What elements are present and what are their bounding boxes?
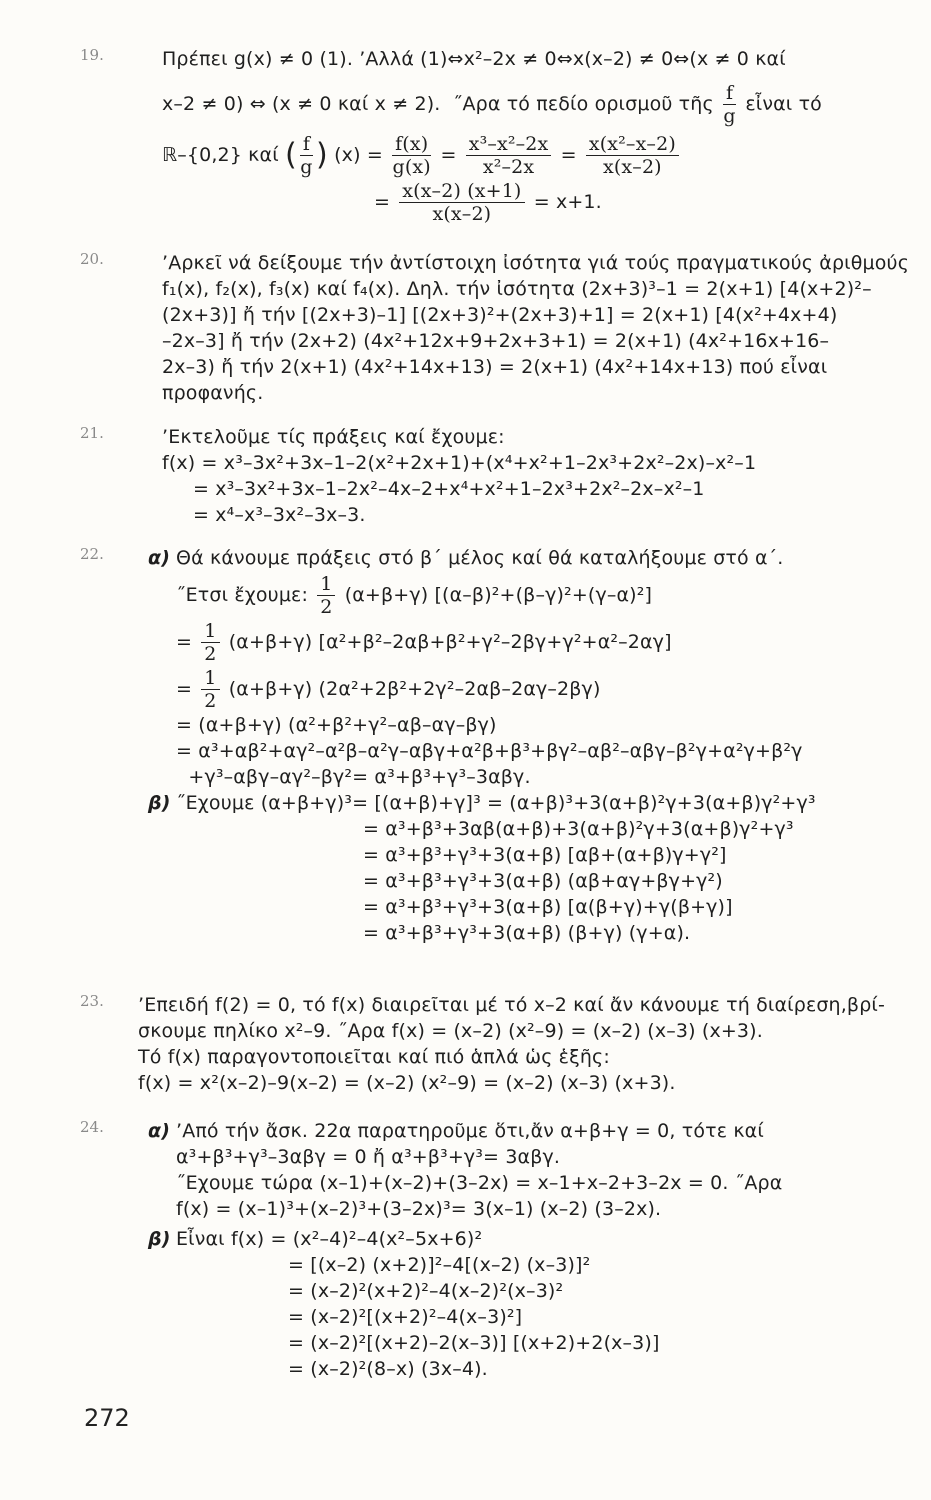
text-line: = α³+αβ²+αγ²–α²β–α²γ–αβγ+α²β+β³+βγ²–αβ²–αβγ–β²γ+α²γ+β²γ <box>176 740 803 762</box>
text-line <box>148 1118 920 1144</box>
text-line: f₁(x), f₂(x), f₃(x) καί f₄(x). Δηλ. τήν ἰσότητα (2x+3)³–1 = 2(x+1) [4(x+2)²– <box>162 278 872 300</box>
fraction <box>300 133 313 178</box>
text-line: = α³+β³+3αβ(α+β)+3(α+β)²γ+3(α+β)γ²+γ³ <box>363 818 794 840</box>
text-line <box>162 82 920 127</box>
fraction <box>317 573 335 618</box>
text-fragment: = <box>176 678 193 700</box>
text-line: ’Εκτελοῦμε τίς πράξεις καί ἔχουμε: <box>162 426 505 448</box>
text-line <box>148 1226 920 1252</box>
denominator: 2 <box>204 690 217 712</box>
text-line: = (x–2)²(x+2)²–4(x–2)²(x–3)² <box>288 1280 564 1302</box>
text-line: ˝Εχουμε τώρα (x–1)+(x–2)+(3–2x) = x–1+x–2+3–2x = 0. ˝Αρα <box>176 1172 783 1194</box>
denominator: x²–2x <box>482 156 535 178</box>
exercise-number: 21. <box>80 424 104 442</box>
exercise-number: 23. <box>80 992 104 1010</box>
text-line: = x³–3x²+3x–1–2x²–4x–2+x⁴+x²+1–2x³+2x²–2x–x²–1 <box>162 478 705 500</box>
text-line: +γ³–αβγ–αγ²–βγ²= α³+β³+γ³–3αβγ. <box>176 766 531 788</box>
text-line <box>148 620 920 665</box>
denominator: 2 <box>204 643 217 665</box>
denominator: g(x) <box>392 156 431 178</box>
numerator: 1 <box>201 620 219 643</box>
text-line <box>148 790 920 816</box>
part-label: α) <box>148 1120 171 1142</box>
text-line: προφανής. <box>162 382 264 404</box>
text-fragment: (α+β+γ) [α²+β²–2αβ+β²+γ²–2βγ+γ²+α²–2αγ] <box>228 631 672 653</box>
numerator: x(x–2) (x+1) <box>399 180 524 203</box>
numerator: x³–x²–2x <box>466 133 552 156</box>
text-line: = α³+β³+γ³+3(α+β) (αβ+αγ+βγ+γ²) <box>363 870 723 892</box>
text-line: = x⁴–x³–3x²–3x–3. <box>162 504 366 526</box>
text-line: f(x) = x²(x–2)–9(x–2) = (x–2) (x²–9) = (x–2) (x–3) (x+3). <box>138 1072 676 1094</box>
text-line: = [(x–2) (x+2)]²–4[(x–2) (x–3)]² <box>288 1254 591 1276</box>
text-fragment: ˝Εχουμε (α+β+γ)³= [(α+β)+γ]³ = (α+β)³+3(α+β)²γ+3(α+β)γ²+γ³ <box>176 792 816 814</box>
text-fragment: εἶναι τό <box>745 93 822 115</box>
text-fragment: = x+1. <box>533 191 602 213</box>
exercise-number: 20. <box>80 250 104 268</box>
numerator: f <box>723 82 736 105</box>
text-line: = α³+β³+γ³+3(α+β) [α(β+γ)+γ(β+γ)] <box>363 896 733 918</box>
text-line: ℝ–{0,2} καί ( $\frac{f}{g}$ ) (x) = $\frac{f(x)}{g(x)}$ = $\frac{\text{x³–x²–2x}}{\text{x²–2x}}$ = $\frac{\text{x(x²–x–2)}}{x(x-2)}$ <box>162 133 920 178</box>
text-line: = $\frac{x(x-2) (x+1)}{x(x-2)}$ = x+1. <box>374 180 602 225</box>
text-line: Τό f(x) παραγοντοποιεῖται καί πιό ἁπλά ὡς ἑξῆς: <box>138 1046 610 1068</box>
part-label: β) <box>148 792 171 814</box>
numerator: f <box>300 133 313 156</box>
text-line: α³+β³+γ³–3αβγ = 0 ἤ α³+β³+γ³= 3αβγ. <box>176 1146 561 1168</box>
text-line: σκουμε πηλίκο x²–9. ˝Αρα f(x) = (x–2) (x²–9) = (x–2) (x–3) (x+3). <box>138 1020 763 1042</box>
text-fragment: (α+β+γ) [(α–β)²+(β–γ)²+(γ–α)²] <box>344 584 653 606</box>
fraction <box>201 620 219 665</box>
text-line: Πρέπει g(x) ≠ 0 (1). ’Αλλά (1)⇔x²–2x ≠ 0⇔x(x–2) ≠ 0⇔(x ≠ 0 καί <box>162 48 786 70</box>
text-fragment: (α+β+γ) (2α²+2β²+2γ²–2αβ–2αγ–2βγ) <box>228 678 601 700</box>
exercise-number: 24. <box>80 1118 104 1136</box>
text-line: (2x+3)] ἤ τήν [(2x+3)–1] [(2x+3)²+(2x+3)+1] = 2(x+1) [4(x²+4x+4) <box>162 304 838 326</box>
exercise-number: 19. <box>80 46 104 64</box>
denominator: 2 <box>320 596 333 618</box>
fraction <box>723 82 736 127</box>
text-line: f(x) = x³–3x²+3x–1–2(x²+2x+1)+(x⁴+x²+1–2x³+2x²–2x)–x²–1 <box>162 452 757 474</box>
text-line: = (α+β+γ) (α²+β²+γ²–αβ–αγ–βγ) <box>176 714 497 736</box>
text-fragment: Θά κάνουμε πράξεις στό β΄ μέλος καί θά καταλήξουμε στό α΄. <box>176 547 784 569</box>
fraction <box>399 180 524 225</box>
text-fragment: ℝ–{0,2} καί <box>162 144 279 166</box>
text-line: 2x–3) ἤ τήν 2(x+1) (4x²+14x+13) = 2(x+1) (4x²+14x+13) πού εἶναι <box>162 356 828 378</box>
text-line: –2x–3] ἤ τήν (2x+2) (4x²+12x+9+2x+3+1) = 2(x+1) (4x²+16x+16– <box>162 330 830 352</box>
text-fragment: ˝Ετσι ἔχουμε: <box>176 584 309 606</box>
denominator: x(x–2) <box>432 203 492 225</box>
text-line: = α³+β³+γ³+3(α+β) (β+γ) (γ+α). <box>363 922 691 944</box>
text-line <box>148 545 920 571</box>
text-line: f(x) = (x–1)³+(x–2)³+(3–2x)³= 3(x–1) (x–2) (3–2x). <box>176 1198 662 1220</box>
text-line: = (x–2)²(8–x) (3x–4). <box>288 1358 488 1380</box>
numerator: 1 <box>201 667 219 690</box>
part-label: α) <box>148 547 171 569</box>
text-line: = (x–2)²[(x+2)–2(x–3)] [(x+2)+2(x–3)] <box>288 1332 660 1354</box>
fraction <box>392 133 431 178</box>
text-line: = (x–2)²[(x+2)²–4(x–3)²] <box>288 1306 523 1328</box>
numerator: 1 <box>317 573 335 596</box>
exercise-number: 22. <box>80 545 104 563</box>
part-label: β) <box>148 1228 171 1250</box>
text-line: ’Αρκεῖ νά δείξουμε τήν ἀντίστοιχη ἰσότητα γιά τούς πραγματικούς ἀριθμούς <box>162 252 909 274</box>
numerator: x(x²–x–2) <box>586 133 679 156</box>
text-fragment: ’Από τήν ἄσκ. 22α παρατηροῦμε ὅτι,ἄν α+β+γ = 0, τότε καί <box>176 1120 764 1142</box>
text-line: ’Επειδή f(2) = 0, τό f(x) διαιρεῖται μέ τό x–2 καί ἄν κάνουμε τή διαίρεση,βρί- <box>138 994 886 1016</box>
denominator: g <box>723 105 736 127</box>
fraction <box>201 667 219 712</box>
text-fragment: (x) = <box>334 144 383 166</box>
text-fragment: = <box>176 631 193 653</box>
fraction <box>466 133 552 178</box>
text-line <box>148 573 920 618</box>
text-fragment: Εἶναι f(x) = (x²–4)²–4(x²–5x+6)² <box>176 1228 483 1250</box>
denominator: g <box>300 156 313 178</box>
denominator: x(x–2) <box>603 156 662 178</box>
text-line: = α³+β³+γ³+3(α+β) [αβ+(α+β)γ+γ²] <box>363 844 727 866</box>
page-number: 272 <box>84 1404 130 1432</box>
numerator: f(x) <box>392 133 431 156</box>
fraction <box>586 133 679 178</box>
text-line <box>148 667 920 712</box>
text-fragment: x–2 ≠ 0) ⇔ (x ≠ 0 καί x ≠ 2). ˝Αρα τό πεδίο ορισμοῦ τῆς <box>162 93 714 115</box>
